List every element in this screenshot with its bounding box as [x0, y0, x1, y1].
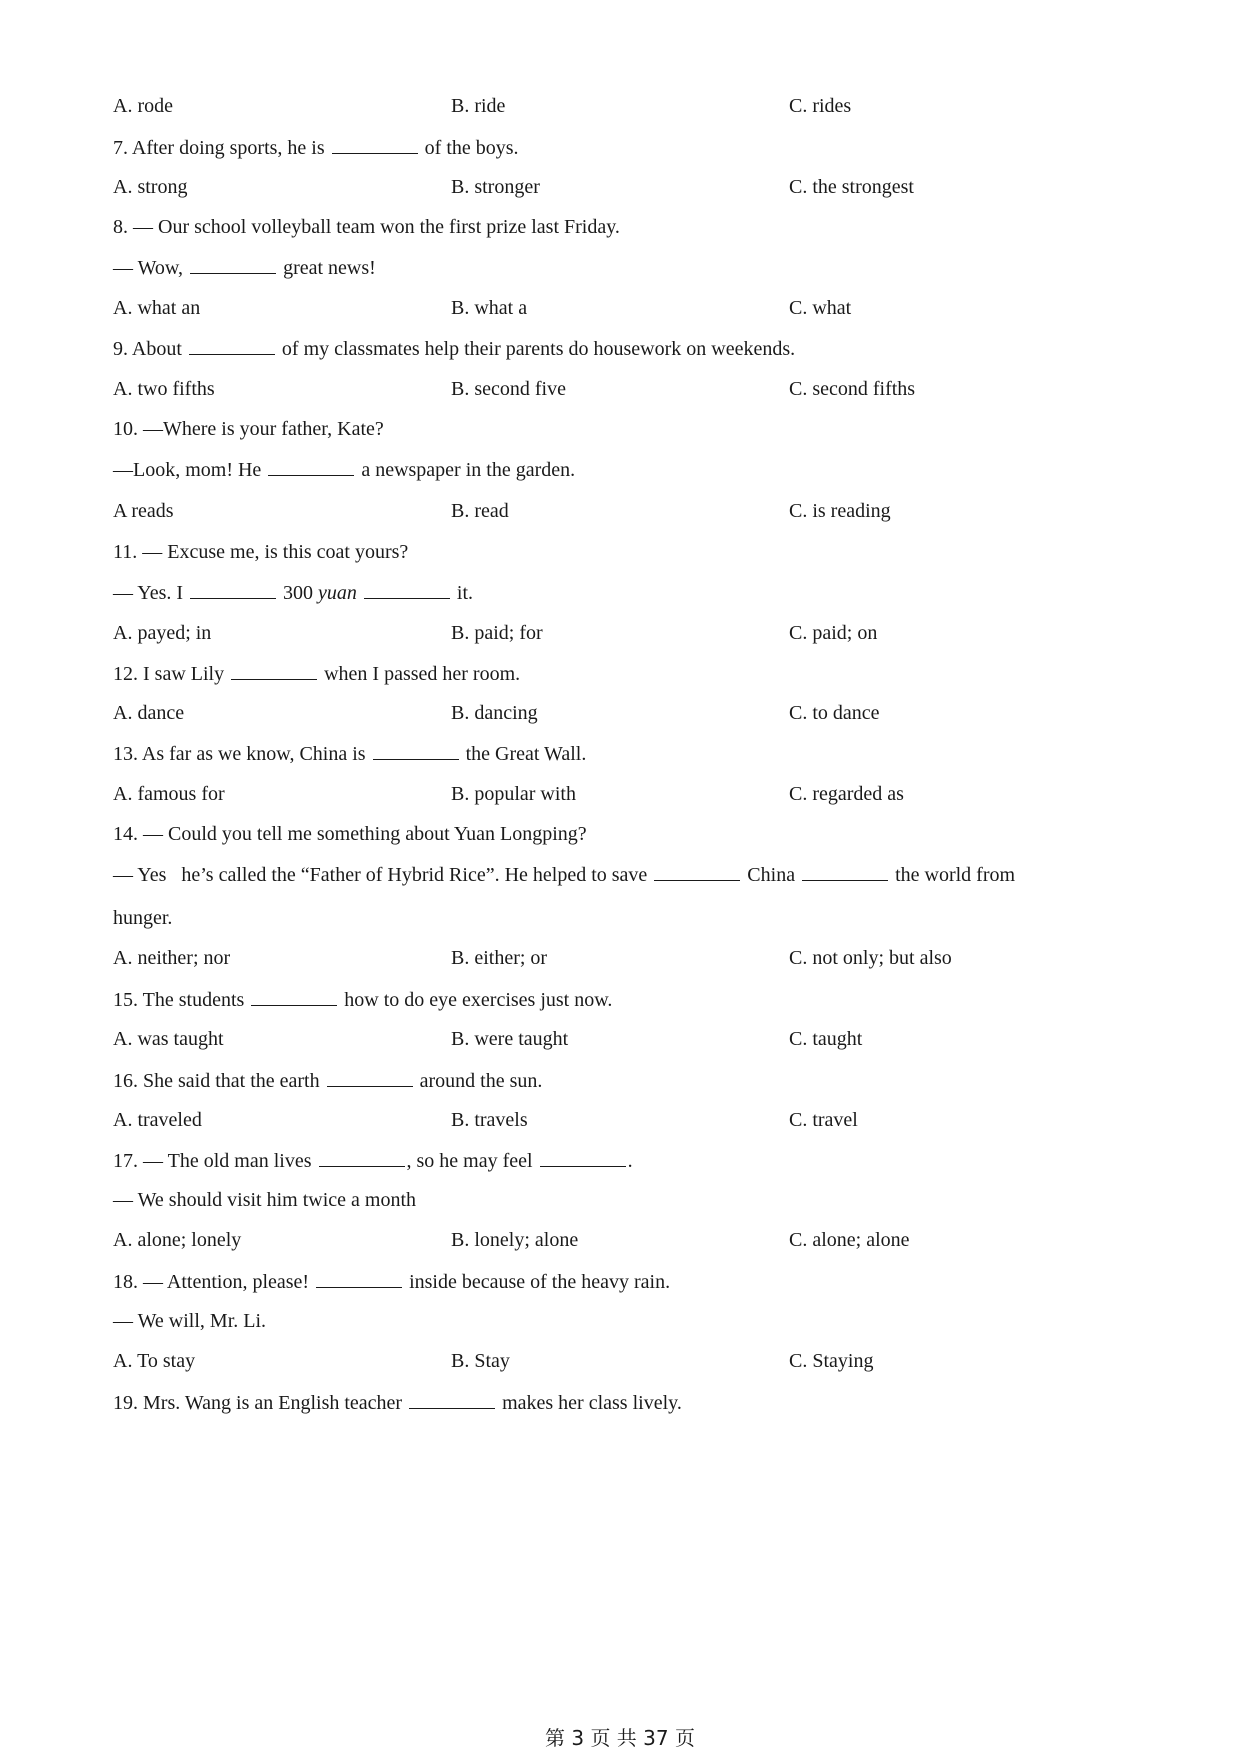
- answer-blank: [364, 580, 450, 599]
- option-b: B. read: [451, 500, 509, 522]
- option-c: C. the strongest: [789, 176, 914, 198]
- option-c: C. taught: [789, 1028, 863, 1050]
- option-a: A. strong: [113, 176, 188, 198]
- question-16-stem: [113, 1068, 1113, 1093]
- stem-text: 300: [283, 582, 314, 604]
- page-number-footer: 第 3 页 共 37 页: [545, 1726, 695, 1750]
- option-a: A. payed; in: [113, 622, 212, 644]
- answer-blank: [654, 862, 740, 881]
- stem-text: 17. — The old man lives: [113, 1150, 312, 1172]
- answer-blank: [319, 1148, 405, 1167]
- option-a: A. two fifths: [113, 378, 215, 400]
- stem-text: great news!: [283, 257, 376, 279]
- option-b: B. paid; for: [451, 622, 543, 644]
- option-a: A. neither; nor: [113, 947, 231, 969]
- option-c: C. paid; on: [789, 622, 878, 644]
- option-b: B. lonely; alone: [451, 1229, 579, 1251]
- stem-text: — Yes. I: [113, 582, 184, 604]
- option-c: C. is reading: [789, 500, 891, 522]
- question-18-line1: [113, 1269, 1113, 1294]
- stem-text: of my classmates help their parents do housework on weekends.: [281, 338, 796, 360]
- option-c: C. to dance: [789, 702, 880, 724]
- stem-text: .: [627, 1150, 633, 1172]
- stem-text: 18. — Attention, please!: [113, 1271, 310, 1293]
- question-18-line2: — We will, Mr. Li.: [113, 1310, 267, 1332]
- answer-blank: [332, 135, 418, 154]
- stem-text: 19. Mrs. Wang is an English teacher: [113, 1392, 403, 1414]
- option-b: B. Stay: [451, 1350, 510, 1372]
- option-c: C. rides: [789, 95, 852, 117]
- option-c: C. Staying: [789, 1350, 874, 1372]
- question-17-line2: — We should visit him twice a month: [113, 1189, 416, 1211]
- question-10-line2: [113, 457, 1113, 482]
- answer-blank: [231, 661, 317, 680]
- option-a: A. what an: [113, 297, 201, 319]
- option-a: A reads: [113, 500, 174, 522]
- answer-blank: [327, 1068, 413, 1087]
- stem-text: 12. I saw Lily: [113, 663, 225, 685]
- option-b: B. popular with: [451, 783, 576, 805]
- stem-text: — Yes he’s called the “Father of Hybrid Rice”. He helped to save: [113, 864, 648, 886]
- option-b: B. dancing: [451, 702, 538, 724]
- answer-blank: [190, 255, 276, 274]
- answer-blank: [373, 741, 459, 760]
- option-c: C. regarded as: [789, 783, 904, 805]
- question-8-line1: 8. — Our school volleyball team won the first prize last Friday.: [113, 216, 620, 238]
- option-b: B. were taught: [451, 1028, 569, 1050]
- option-c: C. not only; but also: [789, 947, 952, 969]
- question-19-stem: [113, 1390, 1113, 1415]
- stem-text: 16. She said that the earth: [113, 1070, 320, 1092]
- question-7-stem: [113, 135, 1113, 160]
- question-11-line2: [113, 580, 1113, 605]
- option-b: B. either; or: [451, 947, 548, 969]
- option-b: B. stronger: [451, 176, 540, 198]
- stem-text: how to do eye exercises just now.: [344, 989, 613, 1011]
- question-14-line2: [113, 862, 1113, 887]
- option-a: A. To stay: [113, 1350, 196, 1372]
- question-14-line1: 14. — Could you tell me something about Yuan Longping?: [113, 823, 587, 845]
- stem-text: 9. About: [113, 338, 182, 360]
- option-a: A. dance: [113, 702, 185, 724]
- stem-text: —Look, mom! He: [113, 459, 262, 481]
- option-a: A. traveled: [113, 1109, 202, 1131]
- option-c: C. what: [789, 297, 852, 319]
- stem-text: it.: [456, 582, 474, 604]
- answer-blank: [251, 987, 337, 1006]
- stem-text: the world from: [895, 864, 1016, 886]
- option-b: B. what a: [451, 297, 528, 319]
- stem-text: the Great Wall.: [465, 743, 587, 765]
- stem-text: — Wow,: [113, 257, 184, 279]
- stem-text: China: [747, 864, 796, 886]
- question-10-line1: 10. —Where is your father, Kate?: [113, 418, 384, 440]
- stem-text: a newspaper in the garden.: [361, 459, 576, 481]
- stem-italic-text: yuan: [318, 582, 357, 604]
- question-9-stem: [113, 336, 1113, 361]
- answer-blank: [409, 1390, 495, 1409]
- stem-text: makes her class lively.: [502, 1392, 682, 1414]
- stem-text: of the boys.: [424, 137, 519, 159]
- option-a: A. rode: [113, 95, 173, 117]
- option-c: C. travel: [789, 1109, 858, 1131]
- option-a: A. famous for: [113, 783, 225, 805]
- option-b: B. travels: [451, 1109, 528, 1131]
- answer-blank: [540, 1148, 626, 1167]
- question-8-line2: [113, 255, 1113, 280]
- option-a: A. was taught: [113, 1028, 224, 1050]
- option-a: A. alone; lonely: [113, 1229, 242, 1251]
- stem-text: 15. The students: [113, 989, 245, 1011]
- option-c: C. alone; alone: [789, 1229, 910, 1251]
- question-11-line1: 11. — Excuse me, is this coat yours?: [113, 541, 409, 563]
- question-14-line3: hunger.: [113, 907, 173, 929]
- question-13-stem: [113, 741, 1113, 766]
- option-b: B. second five: [451, 378, 566, 400]
- answer-blank: [802, 862, 888, 881]
- stem-text: when I passed her room.: [324, 663, 521, 685]
- answer-blank: [189, 336, 275, 355]
- stem-text: around the sun.: [419, 1070, 543, 1092]
- stem-text: 13. As far as we know, China is: [113, 743, 366, 765]
- answer-blank: [316, 1269, 402, 1288]
- stem-text: inside because of the heavy rain.: [409, 1271, 671, 1293]
- answer-blank: [190, 580, 276, 599]
- answer-blank: [268, 457, 354, 476]
- question-12-stem: [113, 661, 1113, 686]
- option-b: B. ride: [451, 95, 506, 117]
- option-c: C. second fifths: [789, 378, 916, 400]
- stem-text: , so he may feel: [406, 1150, 533, 1172]
- question-17-line1: [113, 1148, 1113, 1173]
- question-15-stem: [113, 987, 1113, 1012]
- stem-text: 7. After doing sports, he is: [113, 137, 325, 159]
